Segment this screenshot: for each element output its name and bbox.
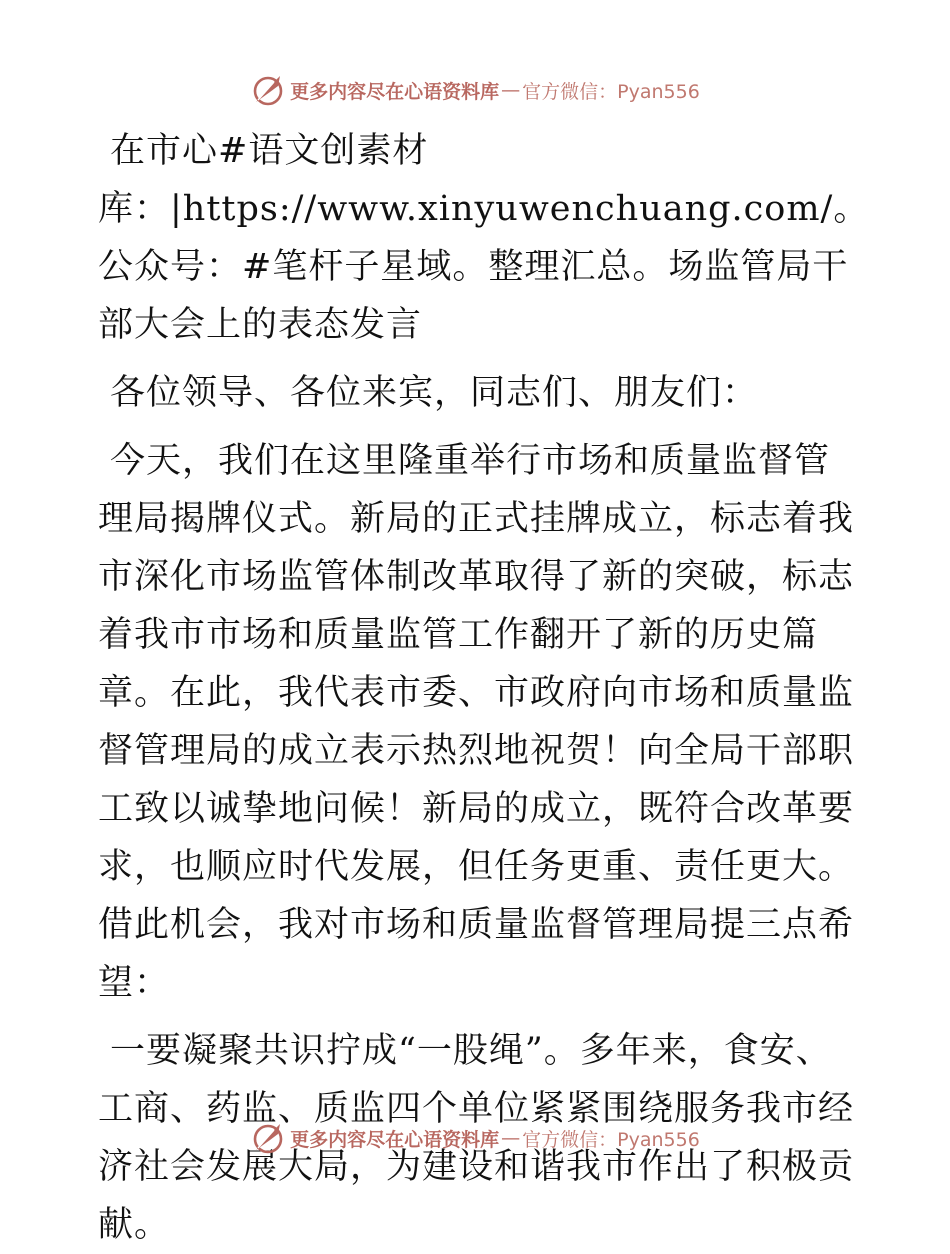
footer-separator: — [501,1127,521,1149]
paragraph-intro: 在市心#语文创素材库：|https://www.xinyuwenchuang.com/。公众号：#笔杆子星域。整理汇总。场监管局干部大会上的表态发言 [98,131,870,345]
quill-pen-circle-icon [250,72,286,108]
banner-wechat-text: 官方微信：Pyan556 [522,80,700,103]
paragraph-salutation: 各位领导、各位来宾，同志们、朋友们： [110,373,759,413]
banner-separator: — [501,79,521,101]
header-banner [0,70,950,110]
footer-banner [0,1118,950,1158]
paragraph-main: 今天，我们在这里隆重举行市场和质量监督管理局揭牌仪式。新局的正式挂牌成立，标志着我市深化市场监管体制改革取得了新的突破，标志着我市市场和质量监管工作翻开了新的历史篇章。在此，我代表市委、市政府向市场和质量监督管理局的成立表示热烈地祝贺！向全局干部职工致以诚挚地问候！新局的成立，既符合改革要求，也顺应时代发展，但任务更重、责任更大。借此机会，我对市场和质量监督管理局提三点希望： [98,441,855,1003]
footer-wechat-text: 官方微信：Pyan556 [522,1128,700,1151]
banner-brand-text: 更多内容尽在心语资料库 [290,80,500,103]
footer-brand-text: 更多内容尽在心语资料库 [290,1128,500,1151]
document-body [98,122,870,1254]
quill-pen-circle-icon [250,1120,286,1156]
paragraph-point-one: 一要凝聚共识拧成“一股绳”。多年来，食安、工商、药监、质监四个单位紧紧围绕服务我市经济社会发展大局，为建设和谐我市作出了积极贡献。 [98,1031,855,1245]
